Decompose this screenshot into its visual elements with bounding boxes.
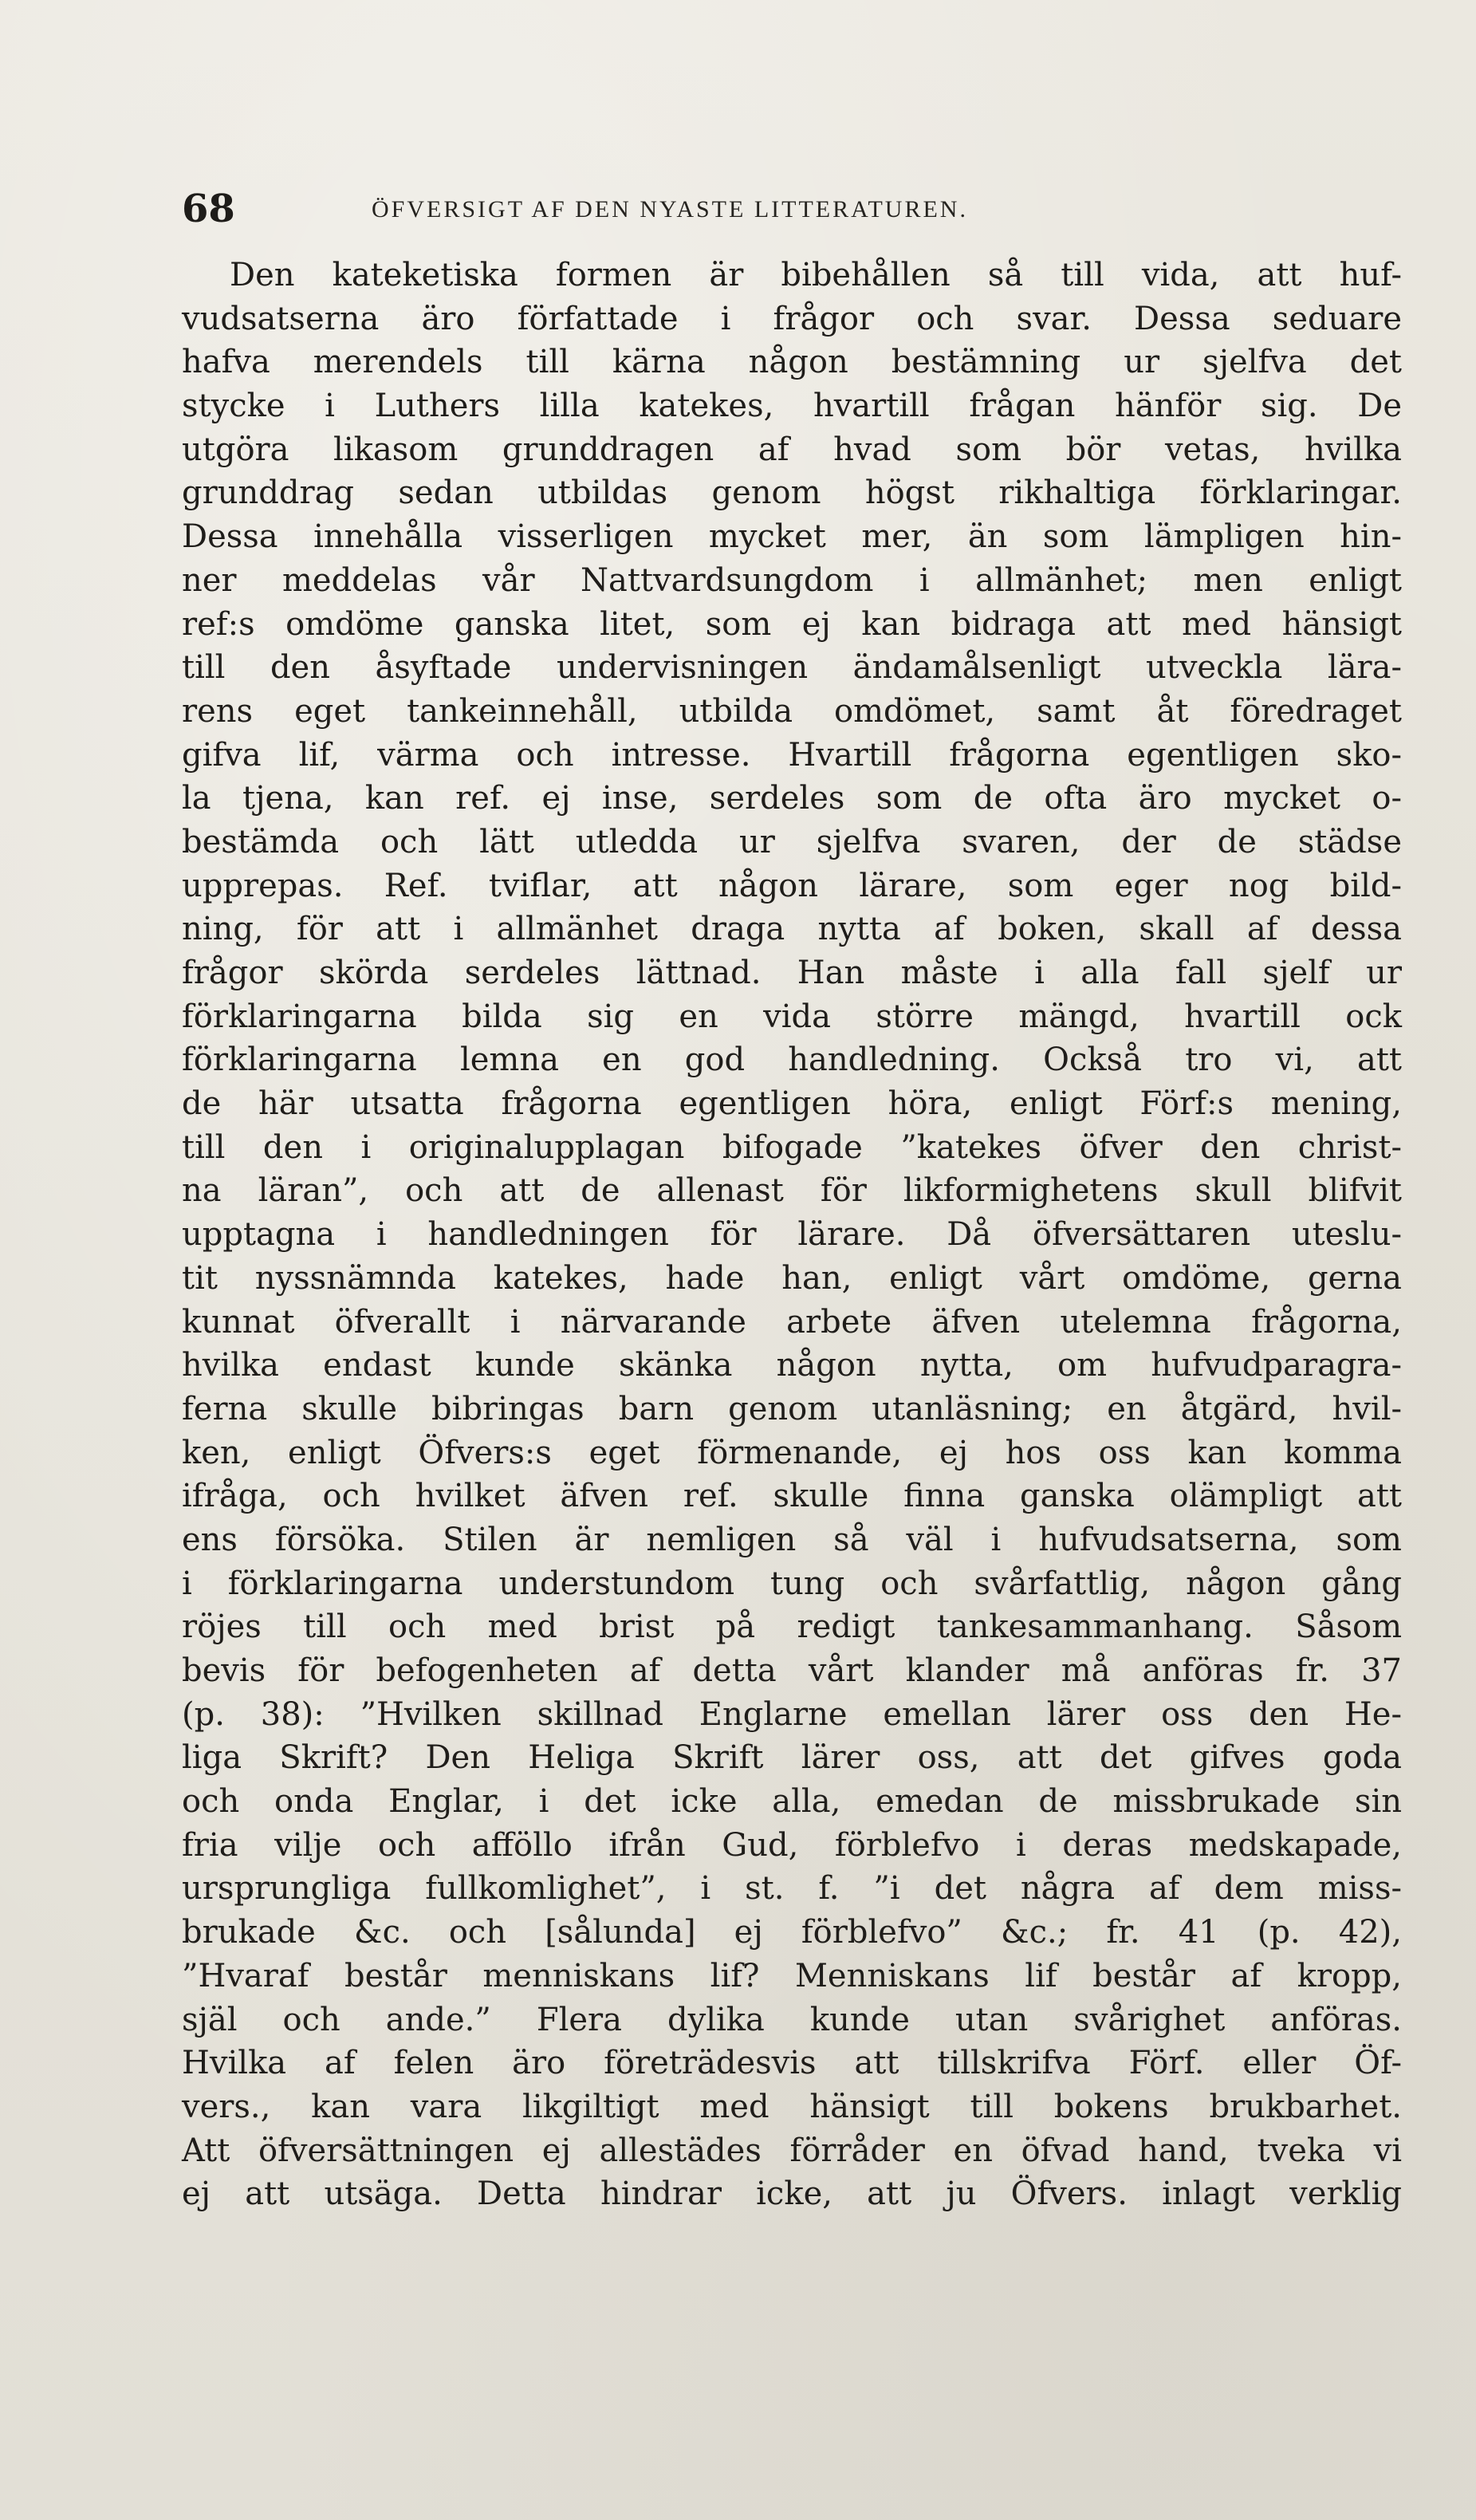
text-line: fria vilje och afföllo ifrån Gud, förblefvo i deras medskapade, bbox=[182, 1826, 1402, 1864]
text-line: na läran”, och att de allenast för likformighetens skull blifvit bbox=[182, 1172, 1402, 1210]
text-line: till den i originalupplagan bifogade ”katekes öfver den christ- bbox=[182, 1128, 1402, 1166]
text-line: ner meddelas vår Nattvardsungdom i allmänhet; men enligt bbox=[182, 561, 1402, 599]
text-line: förklaringarna lemna en god handledning. Också tro vi, att bbox=[182, 1041, 1402, 1079]
text-line: bestämda och lätt utledda ur sjelfva svaren, der de städse bbox=[182, 823, 1402, 860]
text-line: gifva lif, värma och intresse. Hvartill frågorna egentligen sko- bbox=[182, 736, 1402, 774]
body-text bbox=[182, 254, 1402, 2216]
text-line: upprepas. Ref. tviflar, att någon lärare, som eger nog bild- bbox=[182, 867, 1402, 904]
text-line: Den kateketiska formen är bibehållen så till vida, att huf- bbox=[230, 257, 1402, 293]
text-line: själ och ande.” Flera dylika kunde utan svårighet anföras. bbox=[182, 2001, 1402, 2038]
text-line: ursprungliga fullkomlighet”, i st. f. ”i det några af dem miss- bbox=[182, 1870, 1402, 1908]
text-line: till den åsyftade undervisningen ändamålsenligt utveckla lära- bbox=[182, 649, 1402, 687]
text-line: frågor skörda serdeles lättnad. Han måste i alla fall sjelf ur bbox=[182, 955, 1402, 991]
running-head bbox=[182, 185, 1402, 233]
text-line: Att öfversättningen ej allestädes förråder en öfvad hand, tveka vi bbox=[182, 2132, 1402, 2169]
text-line: upptagna i handledningen för lärare. Då öfversättaren uteslu- bbox=[182, 1216, 1402, 1254]
text-line: kunnat öfverallt i närvarande arbete äfven utelemna frågorna, bbox=[182, 1303, 1402, 1341]
text-line: brukade &c. och [sålunda] ej förblefvo” &c.; fr. 41 (p. 42), bbox=[182, 1914, 1402, 1951]
text-line: ken, enligt Öfvers:s eget förmenande, ej hos oss kan komma bbox=[182, 1434, 1402, 1471]
text-line: vers., kan vara likgiltigt med hänsigt till bokens brukbarhet. bbox=[182, 2088, 1402, 2125]
text-line: bevis för befogenheten af detta vårt klander må anföras fr. 37 bbox=[182, 1652, 1402, 1689]
text-line: de här utsatta frågorna egentligen höra, enligt Förf:s mening, bbox=[182, 1085, 1402, 1123]
text-line: ej att utsäga. Detta hindrar icke, att ju Öfvers. inlagt verklig bbox=[182, 2175, 1402, 2213]
text-line: Dessa innehålla visserligen mycket mer, än som lämpligen hin- bbox=[182, 518, 1402, 556]
text-line: tit nyssnämnda katekes, hade han, enligt vårt omdöme, gerna bbox=[182, 1259, 1402, 1297]
text-line: ens försöka. Stilen är nemligen så väl i hufvudsatserna, som bbox=[182, 1521, 1402, 1558]
text-line: ref:s omdöme ganska litet, som ej kan bidraga att med hänsigt bbox=[182, 605, 1402, 643]
text-line: vudsatserna äro författade i frågor och svar. Dessa seduare bbox=[182, 300, 1402, 337]
text-line: rens eget tankeinnehåll, utbilda omdömet, samt åt föredraget bbox=[182, 692, 1402, 730]
text-line: röjes till och med brist på redigt tankesammanhang. Såsom bbox=[182, 1608, 1402, 1646]
text-line: stycke i Luthers lilla katekes, hvartill frågan hänför sig. De bbox=[182, 388, 1402, 425]
text-line: (p. 38): ”Hvilken skillnad Englarne emellan lärer oss den He- bbox=[182, 1695, 1402, 1733]
text-line: grunddrag sedan utbildas genom högst rikhaltiga förklaringar. bbox=[182, 474, 1402, 512]
text-line: ”Hvaraf består menniskans lif? Menniskans lif består af kropp, bbox=[182, 1957, 1402, 1994]
text-line: liga Skrift? Den Heliga Skrift lärer oss, att det gifves goda bbox=[182, 1739, 1402, 1777]
text-line: hvilka endast kunde skänka någon nytta, om hufvudparagra- bbox=[182, 1347, 1402, 1384]
text-line: ferna skulle bibringas barn genom utanläsning; en åtgärd, hvil- bbox=[182, 1390, 1402, 1427]
running-title: ÖFVERSIGT AF DEN NYASTE LITTERATUREN. bbox=[372, 196, 968, 222]
text-line: utgöra likasom grunddragen af hvad som bör vetas, hvilka bbox=[182, 431, 1402, 468]
text-line: la tjena, kan ref. ej inse, serdeles som de ofta äro mycket o- bbox=[182, 780, 1402, 817]
page-number: 68 bbox=[182, 187, 235, 231]
text-line: Hvilka af felen äro företrädesvis att tillskrifva Förf. eller Öf- bbox=[182, 2045, 1402, 2082]
text-line: förklaringarna bilda sig en vida större mängd, hvartill ock bbox=[182, 998, 1402, 1035]
text-line: ifråga, och hvilket äfven ref. skulle finna ganska olämpligt att bbox=[182, 1478, 1402, 1515]
text-line: i förklaringarna understundom tung och svårfattlig, någon gång bbox=[182, 1565, 1402, 1602]
text-line: och onda Englar, i det icke alla, emedan de missbrukade sin bbox=[182, 1783, 1402, 1821]
text-line: ning, för att i allmänhet draga nytta af boken, skall af dessa bbox=[182, 911, 1402, 948]
text-line: hafva merendels till kärna någon bestämning ur sjelfva det bbox=[182, 344, 1402, 381]
